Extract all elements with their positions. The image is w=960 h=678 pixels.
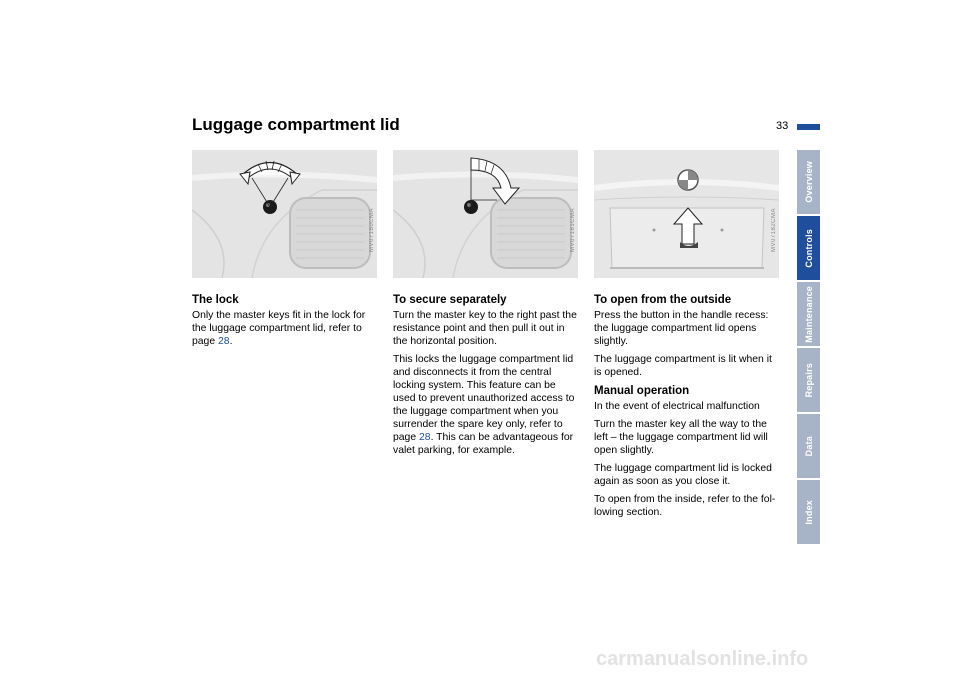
page-number: 33 (776, 120, 789, 132)
figure-code: MV07180CMA (369, 207, 375, 252)
tab-index[interactable] (797, 480, 820, 544)
lock-text: Only the master keys fit in the lock for the luggage compartment lid, refer to page (192, 310, 366, 347)
page-title: Luggage compartment lid (192, 115, 400, 134)
tab-label: Maintenance (803, 285, 814, 343)
figure-secure (393, 150, 578, 278)
watermark: carmanualsonline.info (596, 648, 809, 670)
page-link-28[interactable]: 28 (218, 336, 230, 347)
page-marker (797, 124, 820, 130)
secure-illustration (393, 150, 578, 278)
lock-text-end: . (229, 336, 233, 347)
manual-paragraph-4: To open from the inside, refer to the fol-lowing section. (594, 494, 776, 518)
heading-secure-separately: To secure separately (393, 294, 507, 306)
page-link-28[interactable]: 28 (419, 432, 431, 443)
manual-paragraph-1: In the event of electrical malfunction (594, 401, 760, 412)
figure-lock (192, 150, 377, 278)
tab-overview[interactable] (797, 150, 820, 214)
heading-the-lock: The lock (192, 294, 239, 306)
manual-paragraph-3: The luggage compartment lid is locked again as soon as you close it. (594, 463, 772, 487)
figure-open-outside (594, 150, 779, 278)
tab-label: Repairs (803, 362, 814, 398)
secure-paragraph-1: Turn the master key to the right past the resistance point and then pull it out in the horizontal position. (393, 310, 577, 347)
tab-label: Data (803, 435, 814, 457)
tab-label: Overview (803, 161, 814, 203)
heading-open-outside: To open from the outside (594, 294, 732, 306)
section-the-lock (192, 293, 378, 353)
open-paragraph-2: The luggage compartment is lit when it is opened. (594, 354, 772, 378)
tab-controls[interactable] (797, 216, 820, 280)
secure-text: This locks the luggage compartment lid and disconnects it from the central locking system. This feature can be used to prevent unauthorized access to the luggage compartment when you surrender the spare key only, refer to page (393, 354, 575, 443)
handle-illustration (594, 150, 779, 278)
tab-repairs[interactable] (797, 348, 820, 412)
heading-manual-operation: Manual operation (594, 385, 690, 397)
tab-label: Controls (803, 228, 814, 268)
section-secure-separately (393, 293, 579, 462)
tab-label: Index (803, 499, 814, 525)
open-paragraph-1: Press the button in the handle recess: the luggage compartment lid opens slightly. (594, 310, 769, 347)
figure-code: MV07182CMA (771, 207, 777, 252)
section-open-outside (594, 293, 780, 524)
secure-paragraph-2 (393, 353, 579, 457)
secure-text-end: . This can be advantageous for valet parking, for example. (393, 432, 574, 456)
tab-data[interactable] (797, 414, 820, 478)
lock-paragraph (192, 309, 378, 348)
tab-maintenance[interactable] (797, 282, 820, 346)
lock-illustration (192, 150, 377, 278)
figure-code: MV07181CMA (570, 207, 576, 252)
manual-paragraph-2: Turn the master key all the way to the left – the luggage compartment lid will open slightly. (594, 419, 768, 456)
